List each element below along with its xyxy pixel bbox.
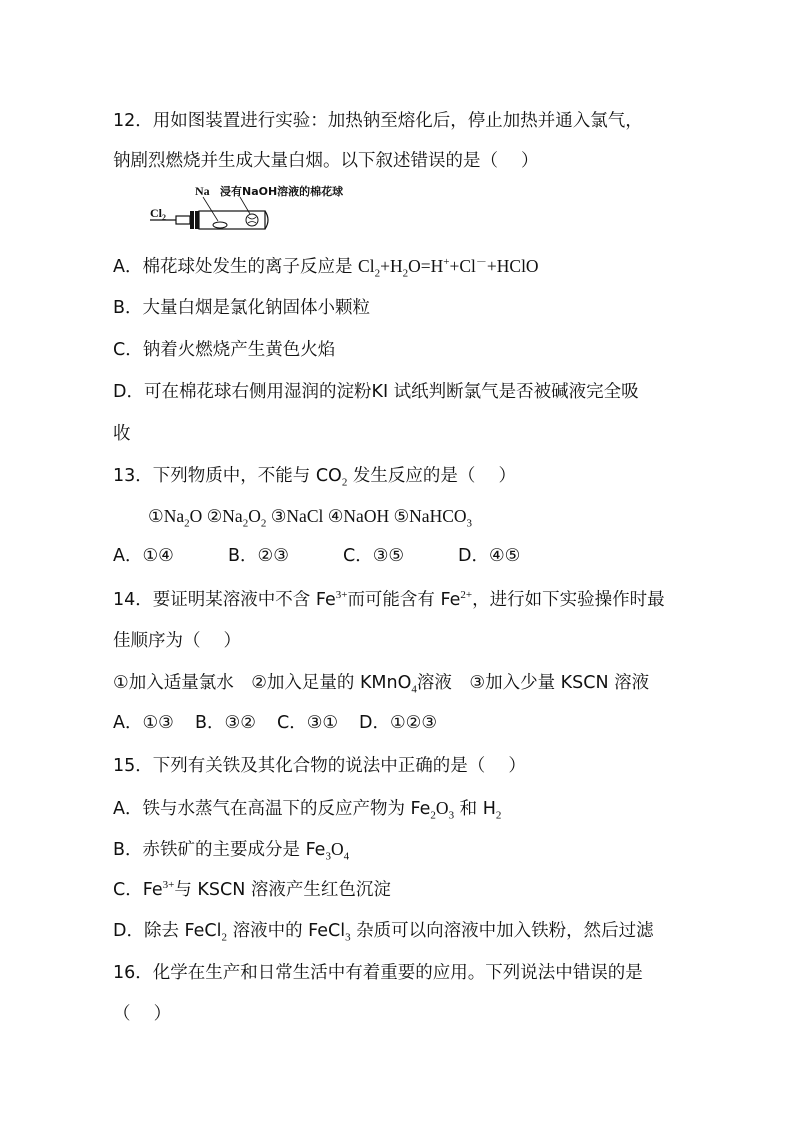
q15-option-a: A．铁与水蒸气在高温下的反应产物为 $Fe_2O_3$ 和 $H_2$ [113, 798, 502, 822]
q15-stem: 15．下列有关铁及其化合物的说法中正确的是（ ） [113, 756, 526, 776]
q13-options [113, 543, 520, 569]
q13-option-a: A．①④ [113, 546, 174, 566]
q14-stem-line2: 佳顺序为（ ） [113, 631, 242, 651]
q12-option-d-line2: 收 [113, 424, 131, 444]
cl2-label: $Cl_2$ [150, 206, 166, 222]
apparatus-diagram [148, 183, 348, 241]
q16-stem-line1: 16．化学在生产和日常生活中有着重要的应用。下列说法中错误的是 [113, 963, 643, 983]
q14-option-a: A．①③ [113, 713, 174, 733]
q13-substances: $①Na_2O$ $②Na_2O_2$ ③NaCl ④NaOH ⑤NaHCO$_3$ [148, 506, 473, 530]
q14-option-b: B．③② [195, 713, 256, 733]
q16-stem-line2: （ ） [113, 1004, 172, 1024]
q15-option-b: B．赤铁矿的主要成分是 $Fe_3O_4$ [113, 839, 350, 863]
q15-option-d: D．除去 FeCl$_2$ 溶液中的 FeCl$_3$ 杂质可以向溶液中加入铁粉，然后过滤 [113, 921, 654, 944]
q14-options [113, 710, 437, 736]
q12-option-a: A．棉花球处发生的离子反应是 $Cl_2+H_2O=H^++Cl^-+HClO$ [113, 256, 539, 280]
q13-option-c: C．③⑤ [343, 546, 405, 566]
q12-option-c: C．钠着火燃烧产生黄色火焰 [113, 340, 336, 360]
q12-option-b: B．大量白烟是氯化钠固体小颗粒 [113, 298, 371, 318]
q12-option-d-line1: D．可在棉花球右侧用湿润的淀粉KI 试纸判断氯气是否被碱液完全吸 [113, 382, 639, 402]
q15-option-c: C．$Fe^{3+}$与 KSCN 溶液产生红色沉淀 [113, 879, 391, 900]
q14-option-c: C．③① [277, 713, 339, 733]
q14-stem-line1: 14．要证明某溶液中不含 $Fe^{3+}$而可能含有 $Fe^{2+}$，进行如下实验操作时最 [113, 589, 665, 610]
q13-option-d: D．④⑤ [458, 546, 521, 566]
q12-stem-line2: 钠剧烈燃烧并生成大量白烟。以下叙述错误的是（ ） [113, 151, 539, 171]
cotton-label: 浸有NaOH溶液的棉花球 [220, 185, 344, 198]
q14-option-d: D．①②③ [359, 713, 438, 733]
q13-stem: 13．下列物质中，不能与 $CO_2$ 发生反应的是（ ） [113, 466, 516, 489]
q13-option-b: B．②③ [228, 546, 289, 566]
na-label: Na [195, 184, 210, 198]
q14-steps: ①加入适量氯水 ②加入足量的 KMnO$_4$溶液 ③加入少量 KSCN 溶液 [113, 673, 650, 696]
q12-stem-line1: 12．用如图装置进行实验：加热钠至熔化后，停止加热并通入氯气， [113, 111, 643, 131]
